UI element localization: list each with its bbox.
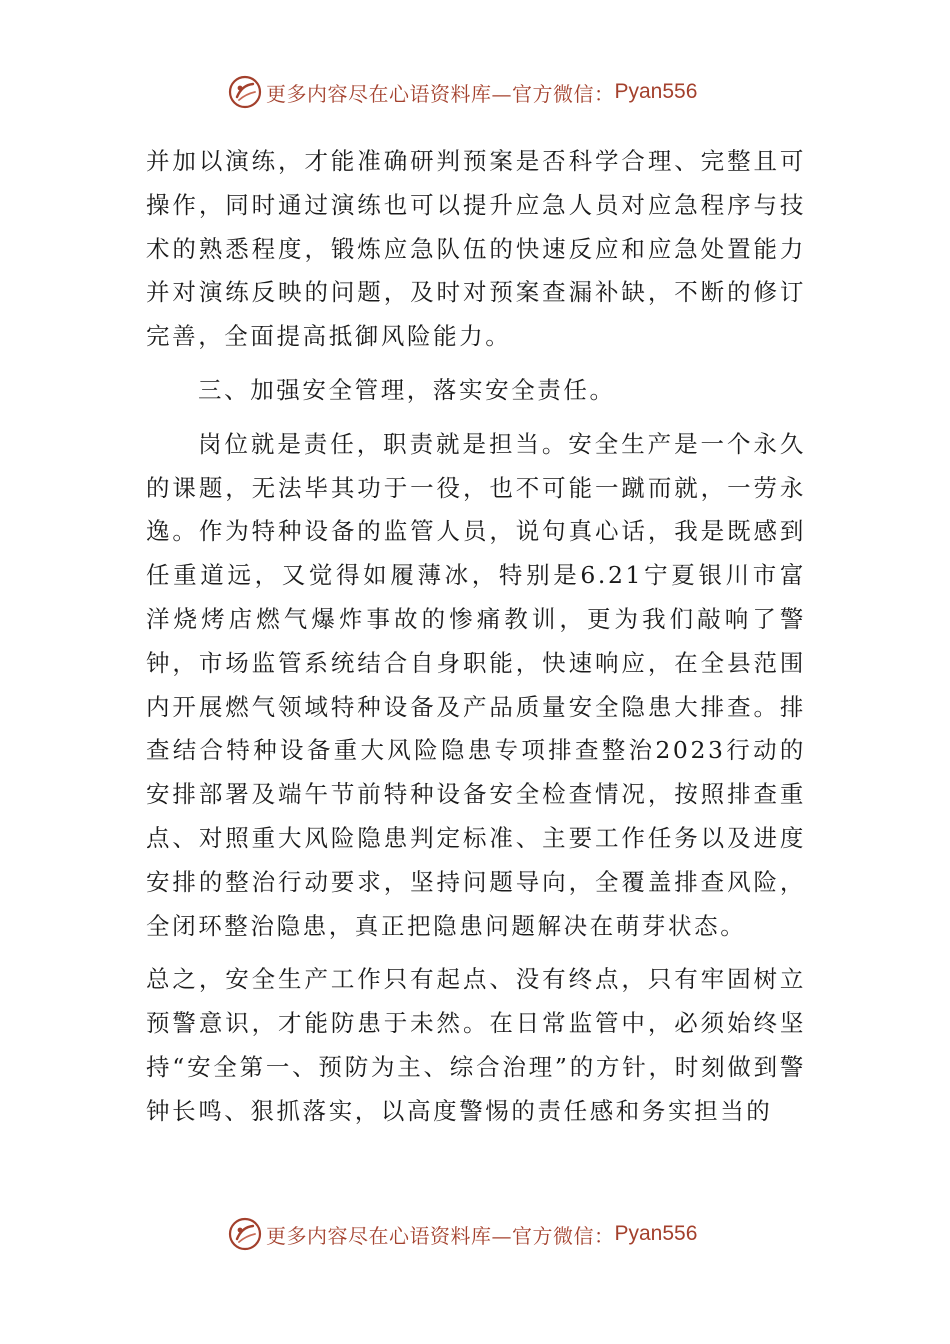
watermark-text: 更多内容尽在心语资料库—官方微信： (266, 81, 615, 106)
paragraph-continuation: 并加以演练，才能准确研判预案是否科学合理、完整且可操作，同时通过演练也可以提升应急人员对应急程序与技术的熟悉程度，锻炼应急队伍的快速反应和应急处置能力并对演练反映的问题，及时对预案查漏补缺，不断的修订完善，全面提高抵御风险能力。 (146, 147, 806, 351)
brand-logo-icon (228, 1217, 262, 1251)
watermark-text: 更多内容尽在心语资料库—官方微信： (266, 1223, 615, 1248)
header-watermark (228, 72, 697, 112)
footer-watermark (228, 1214, 697, 1254)
brand-logo-icon (228, 75, 262, 109)
watermark-wechat-id: Pyan556 (614, 1222, 698, 1245)
section-heading: 三、加强安全管理，落实安全责任。 (198, 375, 616, 404)
watermark-wechat-id: Pyan556 (614, 80, 698, 103)
paragraph-conclusion: 总之，安全生产工作只有起点、没有终点，只有牢固树立预警意识，才能防患于未然。在日常监管中，必须始终坚持“安全第一、预防为主、综合治理”的方针，时刻做到警钟长鸣、狠抓落实，以高度警惕的责任感和务实担当的 (146, 965, 806, 1125)
paragraph-body: 岗位就是责任，职责就是担当。安全生产是一个永久的课题，无法毕其功于一役，也不可能一蹴而就，一劳永逸。作为特种设备的监管人员，说句真心话，我是既感到任重道远，又觉得如履薄冰，特别是6.21宁夏银川市富洋烧烤店燃气爆炸事故的惨痛教训，更为我们敲响了警钟，市场监管系统结合自身职能，快速响应，在全县范围内开展燃气领域特种设备及产品质量安全隐患大排查。排查结合特种设备重大风险隐患专项排查整治2023行动的安排部署及端午节前特种设备安全检查情况，按照排查重点、对照重大风险隐患判定标准、主要工作任务以及进度安排的整治行动要求，坚持问题导向，全覆盖排查风险，全闭环整治隐患，真正把隐患问题解决在萌芽状态。 (146, 429, 806, 940)
document-body (146, 140, 806, 1134)
